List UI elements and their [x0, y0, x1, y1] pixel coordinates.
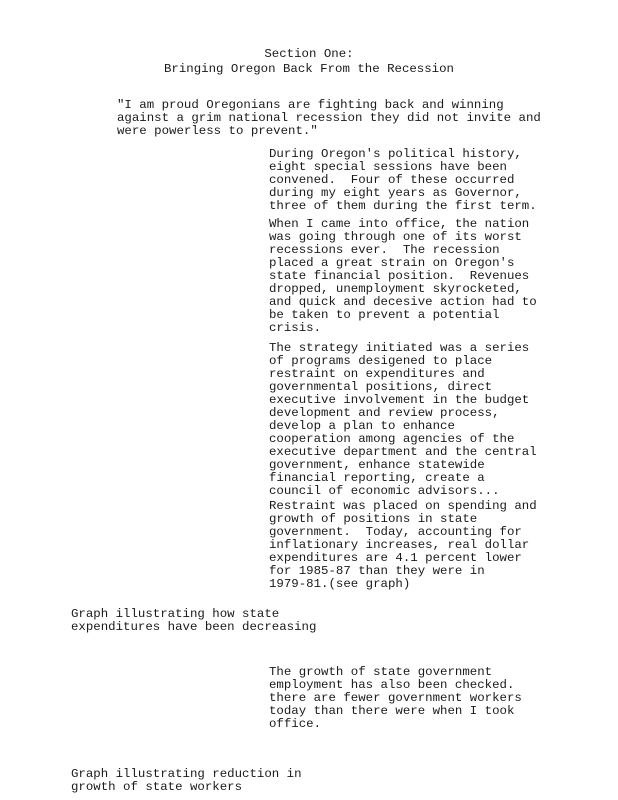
paragraph-line: three of them during the first term.: [269, 199, 537, 213]
paragraph-line: The strategy initiated was a series: [269, 341, 530, 355]
paragraph-line: government. Today, accounting for: [269, 525, 522, 539]
paragraph-line: During Oregon's political history,: [269, 147, 522, 161]
caption-line: Graph illustrating reduction in: [71, 767, 302, 781]
paragraph-line: restraint on expenditures and: [269, 367, 485, 381]
paragraph-line: Restraint was placed on spending and: [269, 499, 537, 513]
paragraph-line: during my eight years as Governor,: [269, 186, 522, 200]
quote-line: were powerless to prevent.": [117, 124, 318, 138]
caption-line: growth of state workers: [71, 780, 243, 794]
paragraph-line: state financial position. Revenues: [269, 269, 530, 283]
paragraph-line: was going through one of its worst: [269, 230, 522, 244]
paragraph-line: crisis.: [269, 321, 322, 335]
paragraph-line: and quick and decesive action had to: [269, 295, 537, 309]
caption-workers-graph: [71, 768, 371, 794]
paragraph-line: be taken to prevent a potential: [269, 308, 500, 322]
paragraph-line: recessions ever. The recession: [269, 243, 500, 257]
paragraph-line: employment has also been checked.: [269, 678, 515, 692]
paragraph-line: governmental positions, direct: [269, 380, 493, 394]
paragraph-line: cooperation among agencies of the: [269, 432, 515, 446]
paragraph-line: The growth of state government: [269, 665, 493, 679]
paragraph-line: development and review process,: [269, 406, 500, 420]
paragraph-line: council of economic advisors...: [269, 484, 500, 498]
section-label: Section One:: [264, 47, 354, 61]
paragraph-employment: [269, 666, 609, 731]
paragraph-line: government, enhance statewide: [269, 458, 485, 472]
caption-line: expenditures have been decreasing: [71, 620, 317, 634]
quote-line: "I am proud Oregonians are fighting back and winning: [117, 98, 504, 112]
paragraph-recession: [269, 218, 609, 335]
paragraph-line: placed a great strain on Oregon's: [269, 256, 515, 270]
paragraph-line: executive involvement in the budget: [269, 393, 530, 407]
paragraph-line: eight special sessions have been: [269, 160, 507, 174]
paragraph-line: office.: [269, 717, 322, 731]
paragraph-restraint: [269, 500, 609, 591]
paragraph-line: executive department and the central: [269, 445, 537, 459]
paragraph-strategy: [269, 342, 609, 498]
paragraph-line: inflationary increases, real dollar: [269, 538, 530, 552]
paragraph-line: growth of positions in state: [269, 512, 478, 526]
paragraph-line: expenditures are 4.1 percent lower: [269, 551, 522, 565]
section-title: Bringing Oregon Back From the Recession: [164, 62, 454, 76]
paragraph-line: today than there were when I took: [269, 704, 515, 718]
quote-line: against a grim national recession they did not invite and: [117, 111, 541, 125]
paragraph-line: financial reporting, create a: [269, 471, 485, 485]
caption-line: Graph illustrating how state: [71, 607, 280, 621]
paragraph-line: develop a plan to enhance: [269, 419, 455, 433]
paragraph-line: When I came into office, the nation: [269, 217, 530, 231]
paragraph-line: for 1985-87 than they were in: [269, 564, 485, 578]
caption-expenditures-graph: [71, 608, 371, 634]
paragraph-line: of programs desigened to place: [269, 354, 493, 368]
paragraph-line: there are fewer government workers: [269, 691, 522, 705]
paragraph-line: 1979-81.(see graph): [269, 577, 411, 591]
paragraph-special-sessions: [269, 148, 609, 213]
governor-quote: [117, 99, 612, 138]
paragraph-line: dropped, unemployment skyrocketed,: [269, 282, 522, 296]
paragraph-line: convened. Four of these occurred: [269, 173, 515, 187]
